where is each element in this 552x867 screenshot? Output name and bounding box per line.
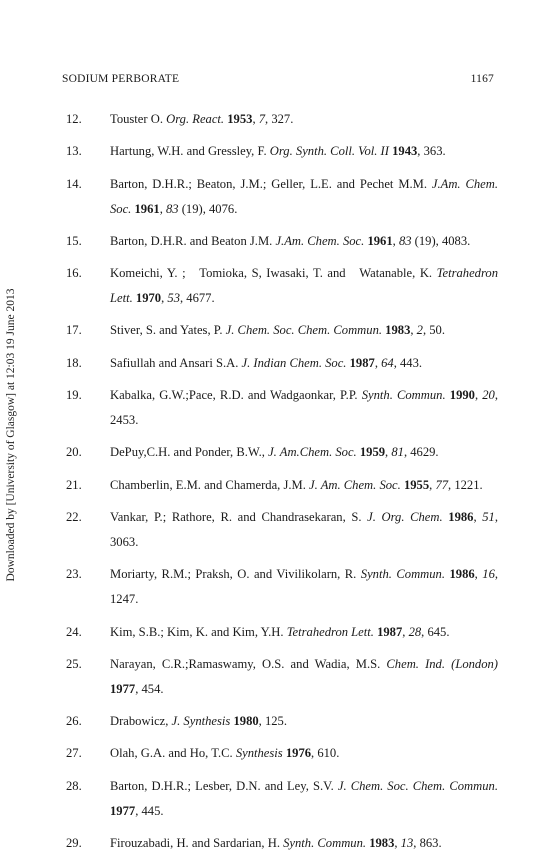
reference-item [66, 831, 498, 856]
reference-item [66, 107, 498, 132]
reference-number: 20. [66, 445, 82, 460]
reference-number: 16. [66, 266, 82, 281]
reference-citation: Barton, D.H.R. and Beaton J.M. J.Am. Chem. Soc. 1961, 83 (19), 4083. [110, 233, 471, 248]
reference-item [66, 261, 498, 311]
reference-number: 26. [66, 714, 82, 729]
reference-citation: Moriarty, R.M.; Praksh, O. and Vivilikolarn, R. Synth. Commun. 1986, 16, 1247. [110, 567, 499, 607]
reference-citation: Chamberlin, E.M. and Chamerda, J.M. J. Am. Chem. Soc. 1955, 77, 1221. [110, 477, 483, 492]
reference-number: 13. [66, 144, 82, 159]
reference-item [66, 505, 498, 555]
reference-citation: Kabalka, G.W.;Pace, R.D. and Wadgaonkar, P.P. Synth. Commun. 1990, 20, 2453. [110, 388, 498, 428]
reference-citation: Barton, D.H.R.; Beaton, J.M.; Geller, L.E. and Pechet M.M. J.Am. Chem. Soc. 1961, 83 (19), 4076. [110, 176, 498, 216]
reference-number: 12. [66, 112, 82, 126]
reference-citation: Olah, G.A. and Ho, T.C. Synthesis 1976, 610. [110, 746, 340, 761]
reference-item [66, 229, 498, 254]
reference-item [66, 383, 498, 433]
reference-number: 21. [66, 477, 82, 492]
reference-item [66, 318, 498, 343]
reference-item [66, 562, 498, 612]
reference-list [66, 107, 498, 863]
reference-item [66, 440, 498, 465]
reference-number: 22. [66, 509, 82, 524]
reference-item [66, 741, 498, 766]
reference-item [66, 652, 498, 702]
page-number: 1167 [470, 73, 494, 85]
reference-citation: DePuy,C.H. and Ponder, B.W., J. Am.Chem. Soc. 1959, 81, 4629. [110, 445, 439, 460]
reference-citation: Safiullah and Ansari S.A. J. Indian Chem. Soc. 1987, 64, 443. [110, 355, 423, 370]
reference-item [66, 709, 498, 734]
reference-item [66, 351, 498, 376]
reference-item [66, 139, 498, 164]
reference-number: 14. [66, 176, 82, 191]
download-watermark-text: Downloaded by [University of Glasgow] at 12:03 19 June 2013 [5, 288, 17, 582]
reference-citation: Drabowicz, J. Synthesis 1980, 125. [110, 714, 287, 729]
reference-number: 28. [66, 778, 82, 793]
reference-citation: Komeichi, Y. ; Tomioka, S, Iwasaki, T. and Watanable, K. Tetrahedron Lett. 1970, 53, 4677. [110, 266, 498, 306]
reference-citation: Narayan, C.R.;Ramaswamy, O.S. and Wadia, M.S. Chem. Ind. (London) 1977, 454. [110, 656, 499, 696]
reference-citation: Stiver, S. and Yates, P. J. Chem. Soc. Chem. Commun. 1983, 2, 50. [110, 323, 445, 338]
reference-item [66, 473, 498, 498]
reference-number: 19. [66, 388, 82, 403]
reference-citation: Touster O. Org. React. 1953, 7, 327. [110, 112, 294, 126]
reference-citation: Barton, D.H.R.; Lesber, D.N. and Ley, S.V. J. Chem. Soc. Chem. Commun. 1977, 445. [110, 778, 498, 818]
reference-number: 29. [66, 836, 82, 851]
reference-number: 18. [66, 355, 82, 370]
running-head-title: SODIUM PERBORATE [62, 73, 180, 85]
reference-citation: Kim, S.B.; Kim, K. and Kim, Y.H. Tetrahedron Lett. 1987, 28, 645. [110, 624, 450, 639]
download-watermark [2, 265, 20, 605]
reference-number: 17. [66, 323, 82, 338]
reference-number: 25. [66, 656, 82, 671]
reference-number: 24. [66, 624, 82, 639]
reference-number: 15. [66, 233, 82, 248]
reference-citation: Hartung, W.H. and Gressley, F. Org. Synth. Coll. Vol. II 1943, 363. [110, 144, 446, 159]
reference-number: 23. [66, 567, 82, 582]
reference-citation: Vankar, P.; Rathore, R. and Chandrasekaran, S. J. Org. Chem. 1986, 51, 3063. [110, 509, 498, 549]
reference-item [66, 774, 498, 824]
reference-citation: Firouzabadi, H. and Sardarian, H. Synth. Commun. 1983, 13, 863. [110, 836, 442, 851]
reference-number: 27. [66, 746, 82, 761]
reference-item [66, 172, 498, 222]
reference-item [66, 620, 498, 645]
